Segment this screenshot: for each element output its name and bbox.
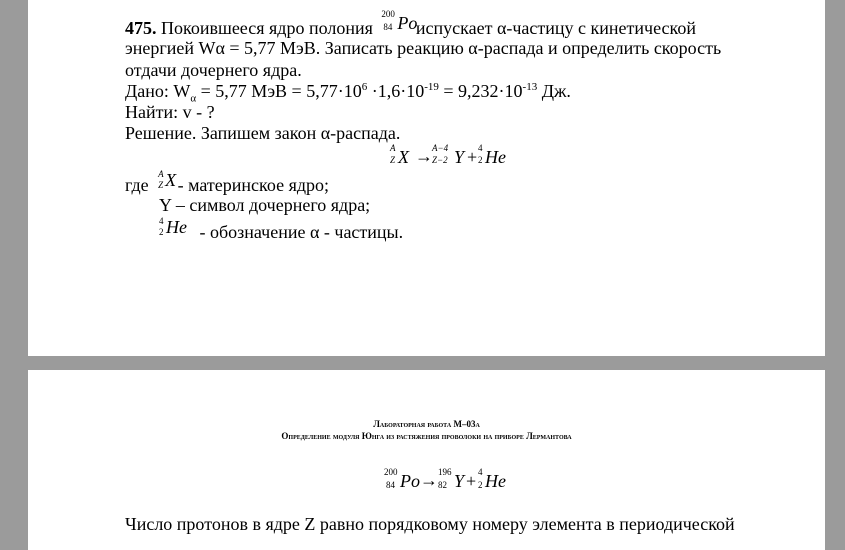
plus-sign: + bbox=[467, 147, 478, 167]
element-symbol: Po bbox=[400, 471, 420, 491]
where-line-3 bbox=[159, 216, 403, 243]
exponent: -19 bbox=[424, 81, 439, 93]
document-page-1 bbox=[28, 0, 825, 356]
exponent: 6 bbox=[361, 81, 368, 93]
text-segment: ·1,6·10 bbox=[367, 81, 425, 101]
helium-nuclide bbox=[159, 216, 195, 238]
problem-line-2: энергией Wα = 5,77 МэВ. Записать реакцию α-распада и определить скорость bbox=[125, 38, 722, 58]
element-symbol: Po bbox=[397, 13, 418, 33]
element-symbol: Y bbox=[454, 147, 465, 167]
element-symbol: He bbox=[166, 217, 187, 237]
polonium-decay-equation bbox=[384, 465, 544, 495]
charge-number: 2 bbox=[478, 480, 483, 490]
charge-number: Z bbox=[390, 155, 396, 165]
given-line bbox=[125, 80, 571, 105]
mass-number: 196 bbox=[438, 467, 452, 477]
plus-sign: + bbox=[466, 471, 477, 491]
charge-number: Z−2 bbox=[432, 155, 448, 165]
mass-number: 4 bbox=[478, 467, 483, 477]
lab-title: Лабораторная работа М–03а bbox=[373, 419, 480, 429]
element-symbol: He bbox=[485, 147, 506, 167]
text-segment: = 9,232·10 bbox=[438, 81, 523, 101]
document-page-2 bbox=[28, 370, 825, 550]
lab-subtitle: Определение модуля Юнга из растяжения проволоки на приборе Лермантова bbox=[281, 431, 572, 441]
mass-number: A−4 bbox=[432, 143, 449, 153]
element-symbol: Y bbox=[454, 471, 465, 491]
charge-number: 2 bbox=[478, 155, 483, 165]
polonium-nuclide bbox=[377, 9, 418, 34]
where-line-1 bbox=[125, 169, 329, 196]
subscript: α bbox=[190, 92, 197, 105]
task-number: 475. bbox=[125, 18, 157, 38]
element-symbol: He bbox=[485, 471, 506, 491]
text-segment: Покоившееся ядро полония bbox=[161, 18, 373, 38]
charge-number: 84 bbox=[383, 22, 393, 32]
exponent: -13 bbox=[522, 81, 538, 93]
problem-line-1 bbox=[125, 9, 696, 39]
find-line: Найти: v - ? bbox=[125, 102, 215, 122]
body-line: Число протонов в ядре Z равно порядковому номеру элемента в периодической bbox=[125, 514, 735, 534]
where-line-2: Y – символ дочернего ядра; bbox=[159, 195, 371, 215]
text-segment: где bbox=[125, 175, 149, 195]
parent-nuclide bbox=[153, 169, 177, 191]
text-segment: Дж. bbox=[537, 81, 571, 101]
text-segment: - материнское ядро; bbox=[177, 175, 330, 195]
mass-number: A bbox=[390, 143, 396, 153]
element-symbol: X bbox=[398, 147, 409, 167]
text-segment: испускает α-частицу с кинетической bbox=[415, 18, 696, 38]
text-segment: Дано: W bbox=[125, 81, 191, 101]
problem-line-3: отдачи дочернего ядра. bbox=[125, 60, 302, 80]
text-segment: - обозначение α - частицы. bbox=[199, 222, 404, 242]
alpha-decay-equation bbox=[388, 142, 548, 170]
charge-number: 2 bbox=[159, 227, 164, 237]
element-symbol: X bbox=[165, 170, 177, 190]
solution-line: Решение. Запишем закон α-распада. bbox=[125, 123, 401, 143]
mass-number: 200 bbox=[381, 9, 395, 19]
mass-number: 4 bbox=[478, 143, 483, 153]
charge-number: 84 bbox=[386, 480, 395, 490]
text-segment: = 5,77 МэВ = 5,77·10 bbox=[196, 81, 362, 101]
charge-number: 82 bbox=[438, 480, 447, 490]
arrow: → bbox=[415, 146, 433, 166]
mass-number: A bbox=[158, 169, 164, 179]
mass-number: 200 bbox=[384, 467, 398, 477]
charge-number: Z bbox=[158, 180, 164, 190]
mass-number: 4 bbox=[159, 216, 164, 226]
arrow: → bbox=[420, 470, 438, 490]
